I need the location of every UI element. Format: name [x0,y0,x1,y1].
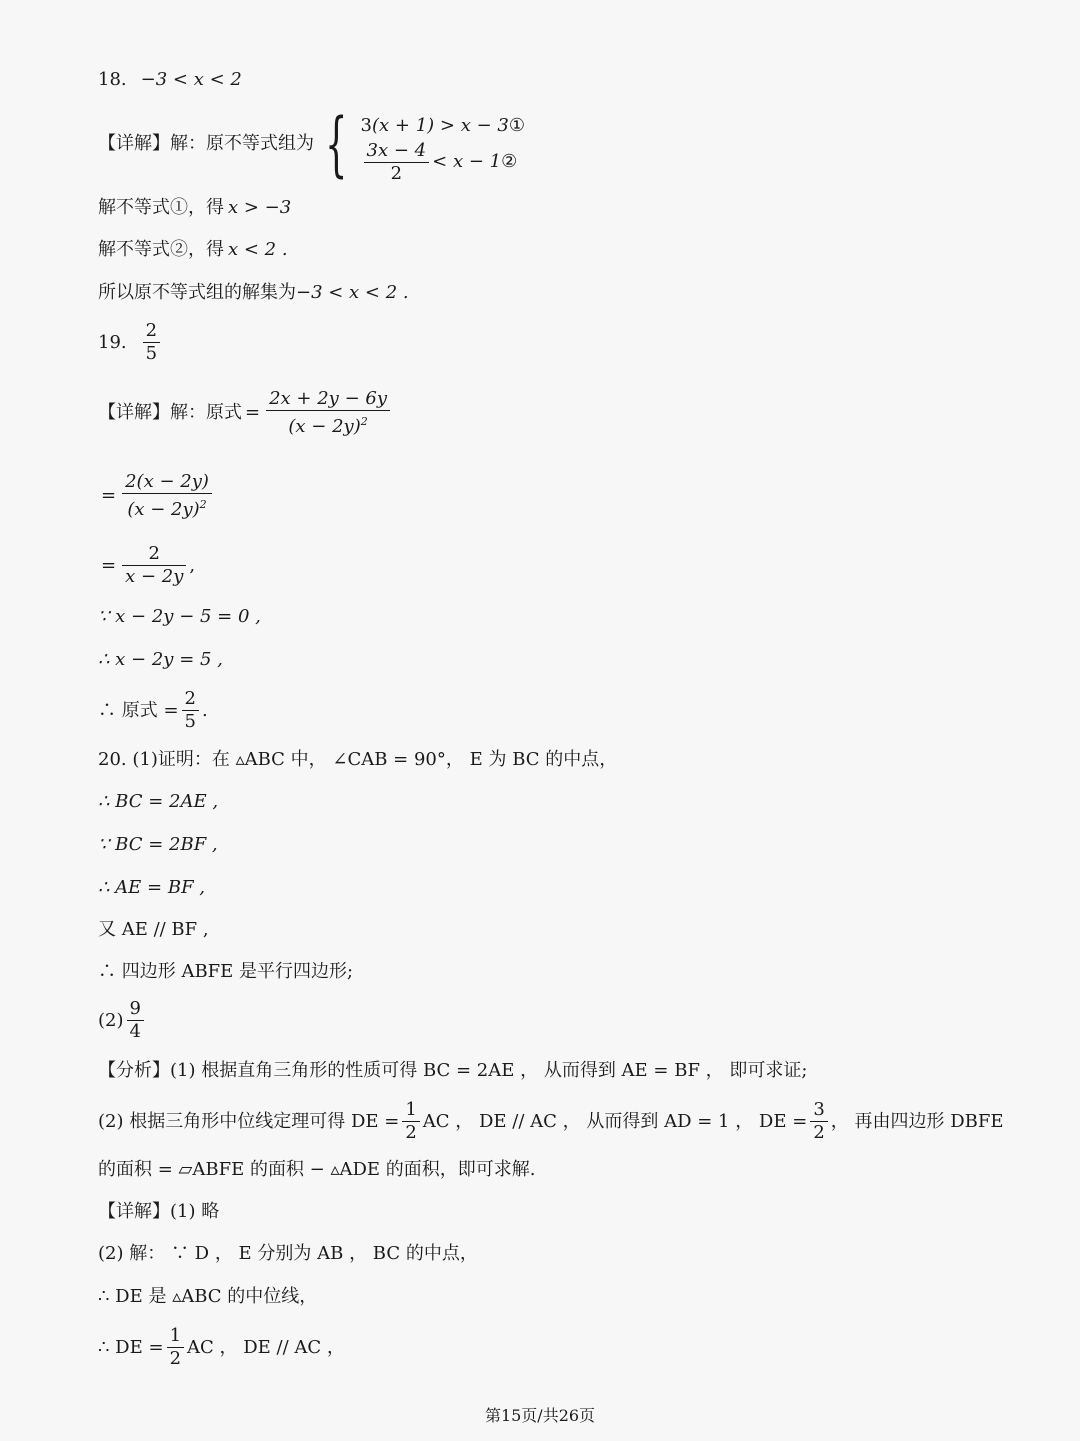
denominator [285,411,370,438]
detail-label: 【详解】解：原不等式组为 [98,133,314,154]
detail-line-2: (2) 解： ∵ D ， E 分别为 AB ， BC 的中点， [98,1243,478,1264]
detail-line-3: ∴ DE 是 ▵ABC 的中位线， [98,1286,318,1307]
part-label: (2) [98,1009,124,1031]
fraction [402,1099,419,1144]
part2-answer [98,998,147,1043]
proof-line: ∴ AE = BF , [98,877,205,898]
denominator: 5 [184,711,196,732]
text: AC ， DE // AC ， [187,1336,345,1358]
answer-text: −3 < x < 2 [140,69,242,90]
analysis-line-3: 的面积 = ▱ABFE 的面积 − ▵ADE 的面积，即可求解. [98,1159,536,1180]
question-number: 19. [98,331,127,353]
therefore-line: ∴ x − 2y = 5 , [98,649,223,670]
text: (2) 根据三角形中位线定理可得 DE = [98,1110,400,1132]
numerator: 2x + 2y − 6y [269,388,387,409]
denominator: 5 [145,343,158,364]
expr: (x + 1) > x − 3 [372,115,509,136]
coef: 3 [360,115,372,136]
q19-answer [98,320,163,365]
text: ∴ 原式 = [98,699,179,721]
detail-line-1: 【详解】(1) 略 [98,1201,220,1222]
math: x > −3 [228,197,292,218]
numerator: 2(x − 2y) [125,471,209,492]
denominator: x − 2y [125,566,184,587]
question-number: 18. [98,69,127,90]
tag: ① [508,115,525,136]
text: 解不等式①，得 [98,197,224,218]
denominator: 2 [405,1122,417,1143]
solve-2 [98,238,288,262]
left-brace: { [325,103,348,185]
text: ， 再由四边形 DBFE [830,1110,1004,1132]
fraction [127,998,144,1043]
solution-set [98,281,409,305]
base: (x − 2y) [288,416,361,437]
exponent: 2 [360,415,368,428]
fraction [167,1325,184,1370]
text: ∴ DE = [98,1336,164,1358]
numerator: 3 [813,1099,825,1120]
numerator: 1 [169,1325,182,1346]
exponent: 2 [199,498,207,511]
denominator: 4 [129,1021,141,1042]
base: (x − 2y) [127,499,200,520]
inequality-2 [361,139,525,184]
equals: = [101,554,117,576]
detail-label: 【详解】解：原式 [98,402,242,423]
analysis-line-2 [98,1099,1004,1144]
solve-1 [98,196,291,220]
page-footer: 第15页/共26页 [484,1406,596,1425]
numerator: 2 [145,320,158,341]
fraction [182,688,199,733]
q18-detail [98,105,525,183]
fraction [364,140,430,185]
fraction [122,543,186,588]
denominator [124,494,209,521]
inequality-system [360,108,525,184]
fraction [810,1099,827,1144]
q18-answer [98,68,242,92]
numerator: 1 [405,1099,417,1120]
q20-proof-intro: 20. (1)证明：在 ▵ABC 中， ∠CAB = 90°， E 为 BC 的中点， [98,749,618,770]
proof-line: 又 AE // BF , [98,919,209,940]
numerator: 2 [148,543,160,564]
equals: = [101,485,117,506]
fraction [122,471,212,521]
fraction [266,388,390,438]
denominator: 2 [390,162,403,184]
equals: = [245,402,261,423]
q19-step-2: = $\frac{2}{x - 2y}$ , [101,543,196,587]
q19-step-1 [98,471,215,521]
numerator: 2 [184,688,196,709]
text: 所以原不等式组的解集为 [98,282,296,303]
denominator: 2 [169,1348,182,1369]
q19-detail [98,388,393,438]
math: −3 < x < 2 . [296,282,409,303]
text: 解不等式②，得 [98,239,224,260]
numerator: 3x − 4 [366,139,427,161]
detail-line-4 [98,1325,345,1370]
proof-line: ∵ BC = 2BF , [98,834,218,855]
text: AC ， DE // AC ， 从而得到 AD = 1 ， DE = [422,1110,808,1132]
numerator: 9 [129,998,141,1019]
q19-result: ∴ 原式 = $\frac{2}{5}$ . [98,688,208,732]
because-line: ∵ x − 2y − 5 = 0 , [98,606,261,627]
proof-line: ∴ 四边形 ABFE 是平行四边形; [98,961,354,982]
fraction [143,320,160,365]
analysis-line-1: 【分析】(1) 根据直角三角形的性质可得 BC = 2AE ， 从而得到 AE = BF ， 即可求证; [98,1060,808,1081]
denominator: 2 [813,1122,825,1143]
tag: ② [501,151,518,172]
expr: < x − 1 [432,151,502,172]
math: x < 2 . [228,239,288,260]
proof-line: ∴ BC = 2AE , [98,791,219,812]
